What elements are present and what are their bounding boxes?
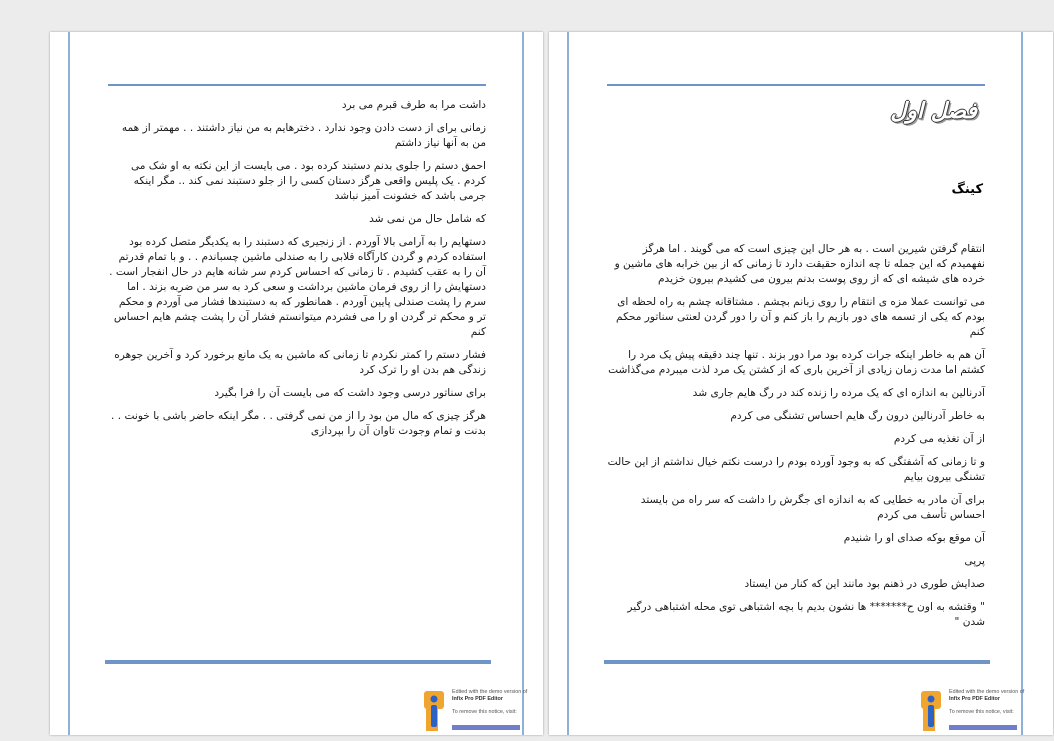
right-page-body	[607, 242, 985, 638]
watermark-product: Infix Pro PDF Editor	[452, 696, 503, 702]
page-margin-line-right	[522, 32, 524, 735]
paragraph: آن موقع بوکه صدای او را شنیدم	[843, 532, 985, 544]
paragraph: دستهایم را به آرامی بالا آوردم . از زنجیری که دستبند را به یکدیگر متصل کرده بود استفاده کردم و گردن کارآگاه قلابی را به صندلی ماشین چسباندم . . و با تمام قدرتم آن را به عقب کشیدم . تا زمانی که احساس کردم سر شانه هایم در حال انفجار است . دستهایش را از روی فرمان ماشین برداشت و سعی کرد به سر من ضربه بزند . اما سرم را پشت صندلی پایین آوردم . همانطور که به دستبندها فشار می آوردم و محکم تر و محکم تر گردن او را می فشردم میتوانستم فشار آن را پشت چشم هایم احساس کنم	[109, 236, 486, 338]
paragraph: که شامل حال من نمی شد	[369, 213, 486, 225]
watermark-line: To remove this notice, visit:	[949, 709, 1014, 715]
page-margin-line-left	[567, 32, 569, 735]
watermark-text	[949, 689, 1039, 716]
watermark-line: To remove this notice, visit:	[452, 709, 517, 715]
document-page-right	[549, 32, 1053, 735]
paragraph: صدایش طوری در ذهنم بود مانند این که کنار من ایستاد	[744, 578, 985, 590]
watermark-product: Infix Pro PDF Editor	[949, 696, 1000, 702]
paragraph: زمانی برای از دست دادن وجود ندارد . دخترهایم به من نیاز داشتند . . مهمتر از همه من به آنها نیاز داشتم	[121, 122, 486, 149]
paragraph: از آن تغذیه می کردم	[893, 433, 985, 445]
paragraph: پرپی	[964, 555, 985, 567]
paragraph: و تا زمانی که آشفتگی که به وجود آورده بودم را درست نکتم خیال نداشتم از این حالت تشنگی بیرون بیایم	[607, 456, 985, 483]
page-margin-line-right	[1021, 32, 1023, 735]
chapter-title: فصل اول	[890, 98, 977, 124]
document-page-left	[50, 32, 543, 735]
watermark-line: Edited with the demo version of	[452, 689, 528, 695]
paragraph: برای آن مادر به خطایی که به اندازه ای جگرش را داشت که سر راه من بایستد احساس تأسف می کردم	[640, 494, 985, 521]
paragraph: " وقتشه به اون ح******* ها نشون بدیم با بچه اشتباهی توی محله اشتباهی درگیر شدن "	[627, 601, 985, 628]
watermark-link-bar[interactable]	[949, 725, 1017, 730]
demo-watermark	[422, 689, 542, 735]
header-rule	[607, 84, 985, 86]
watermark-link-bar[interactable]	[452, 725, 520, 730]
infix-logo-icon	[422, 689, 448, 733]
paragraph: احمق دستم را جلوی بدنم دستبند کرده بود . می بایست از این نکته به او شک می کردم . یک پلیس واقعی هرگز دستان کسی را از جلو دستبند نمی کند .. مگر اینکه جرمی باشد که خشونت آمیز نباشد	[130, 160, 486, 202]
paragraph: هرگز چیزی که مال من بود را از من نمی گرفتی . . مگر اینکه حاضر باشی با خونت . . بدنت و تمام وجودت تاوان آن را بپردازی	[111, 410, 486, 437]
section-title: کینگ	[951, 182, 983, 197]
watermark-line: Edited with the demo version of	[949, 689, 1025, 695]
demo-watermark	[919, 689, 1039, 735]
watermark-text	[452, 689, 542, 716]
infix-logo-icon	[919, 689, 945, 733]
paragraph: به خاطر آدرنالین درون رگ هایم احساس تشنگی می کردم	[730, 410, 985, 422]
left-page-body	[108, 98, 486, 447]
paragraph: آدرنالین به اندازه ای که یک مرده را زنده کند در رگ هایم جاری شد	[692, 387, 985, 399]
paragraph: انتقام گرفتن شیرین است . به هر حال این چیزی است که می گویند . اما هرگز نفهمیدم که این جمله تا چه اندازه حقیقت دارد تا زمانی که از بین خرابه های ماشین و خرده های شیشه ای که از روی پوست بدنم بیرون می کشیدم بیرون خزیدم	[614, 243, 985, 285]
header-rule	[108, 84, 486, 86]
paragraph: داشت مرا به طرف قبرم می برد	[341, 99, 486, 111]
footer-rule	[604, 660, 990, 664]
paragraph: فشار دستم را کمتر نکردم تا زمانی که ماشین به یک مانع برخورد کرد و آخرین جوهره زندگی هم بدن او را ترک کرد	[114, 349, 486, 376]
paragraph: می توانست عملا مزه ی انتقام را روی زبانم بچشم . مشتاقانه چشم به راه لحظه ای بودم که یکی از تسمه های دور بازیم را باز کنم و آن را دور گردن لعنتی سناتور محکم کنم	[616, 296, 985, 338]
footer-rule	[105, 660, 491, 664]
paragraph: برای سناتور درسی وجود داشت که می بایست آن را فرا بگیرد	[214, 387, 486, 399]
page-margin-line-left	[68, 32, 70, 735]
paragraph: آن هم به خاطر اینکه جرات کرده بود مرا دور بزند . تنها چند دقیقه پیش یک مرد را کشتم اما مدت زمان زیادی از آخرین باری که از کشتن یک مرد لذت میبردم می‌گذاشت	[608, 349, 985, 376]
